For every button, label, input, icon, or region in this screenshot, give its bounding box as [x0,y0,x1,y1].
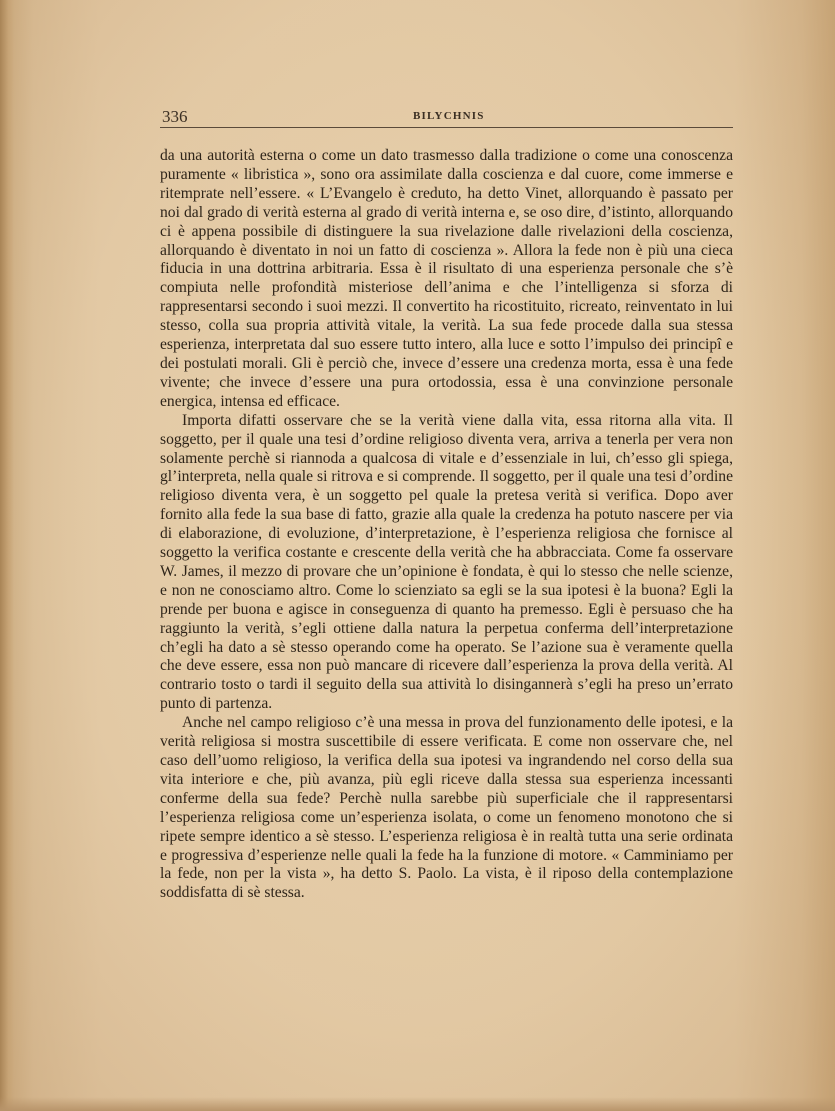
paragraph-1: da una autorità esterna o come un dato trasmesso dalla tradizione o come una conoscenza puramente « libristica », sono ora assimilate dalla coscienza e dal cuore, come immerse e ritemprate nell’essere. « L’Evangelo è creduto, ha detto Vinet, allorquando è passato per noi dal grado di verità esterna al grado di verità interna e, se oso dire, d’istinto, allorquando ci è appena possibile di distinguere la sua rivelazione dalle rivelazioni della coscienza, allorquando è diventato in noi un fatto di coscienza ». Allora la fede non è più una cieca fiducia in una dottrina arbitraria. Essa è il risultato di una esperienza personale che s’è compiuta nelle profondità misteriose dell’anima e che l’intelligenza si sforza di rappresentarsi secondo i suoi mezzi. Il convertito ha ricostituito, ricreato, reinventato in lui stesso, colla sua propria attività vitale, la verità. La sua fede procede dalla sua stessa esperienza, interpretata dal suo essere tutto intero, alla luce e sotto l’impulso dei principî e dei postulati morali. Gli è perciò che, invece d’essere una credenza morta, essa è una fede vivente; che invece d’essere una pura ortodossia, essa è una convinzione personale energica, intensa ed efficace. [160,147,733,410]
paragraph-2: Importa difatti osservare che se la verità viene dalla vita, essa ritorna alla vita. Il soggetto, per il quale una tesi d’ordine religioso diventa vera, arriva a tenerla per vera non solamente perchè si riannoda a qualcosa di vitale e d’essenziale in lui, ch’esso gli spiega, gl’interpreta, nella quale si ritrova e si comprende. Il soggetto, per il quale una tesi d’ordine religioso diventa vera, è un soggetto pel quale la pretesa verità si verifica. Dopo aver fornito alla fede la sua base di fatto, grazie alla quale la credenza ha potuto nascere per via di elaborazione, di evoluzione, d’interpretazione, è l’esperienza religiosa che fornisce al soggetto la verifica costante e crescente della verità che ha abbracciata. Come fa osservare W. James, il mezzo di provare che un’opinione è fondata, è qui lo stesso che nelle scienze, e non ne conosciamo altro. Come lo scienziato sa egli se la sua ipotesi è la buona? Egli la prende per buona e agisce in conseguenza di quanto ha premesso. Egli è persuaso che ha raggiunto la verità, s’egli ottiene dalla natura la perpetua conferma dell’interpretazione ch’egli ha dato a sè stesso operando come ha operato. Se l’azione sua è veramente quella che deve essere, essa non può mancare di ricevere dall’esperienza la prova della verità. Al contrario tosto o tardi il seguito della sua attività lo disingannerà s’egli ha preso un’errato punto di partenza. [160,411,733,713]
page-number: 336 [162,107,188,126]
header-rule [160,127,733,128]
page-binding-edge [0,0,14,1111]
paragraph-3: Anche nel campo religioso c’è una messa in prova del funzionamento delle ipotesi, e la verità religiosa si mostra suscettibile di essere verificata. E come non osservare che, nel caso dell’uomo religioso, la verifica della sua ipotesi va ingrandendo nel corso della sua vita interiore e che, più avanza, più egli riceve dalla stessa sua esperienza incessanti conferme della sua fede? Perchè nulla sarebbe più superficiale che il rappresentarsi l’esperienza religiosa come un’esperienza isolata, o come un fenomeno monotono che si ripete sempre identico a sè stesso. L’esperienza religiosa è in realtà tutta una serie ordinata e progressiva d’esperienze nelle quali la fede ha la funzione di motore. « Camminiamo per la fede, non per la vista », ha detto S. Paolo. La vista, è il riposo della contemplazione soddisfatta di sè stessa. [160,714,733,902]
body-text [160,147,733,903]
page-header [160,107,733,129]
running-head: BILYCHNIS [413,110,485,122]
page-bottom-edge [0,1097,835,1111]
